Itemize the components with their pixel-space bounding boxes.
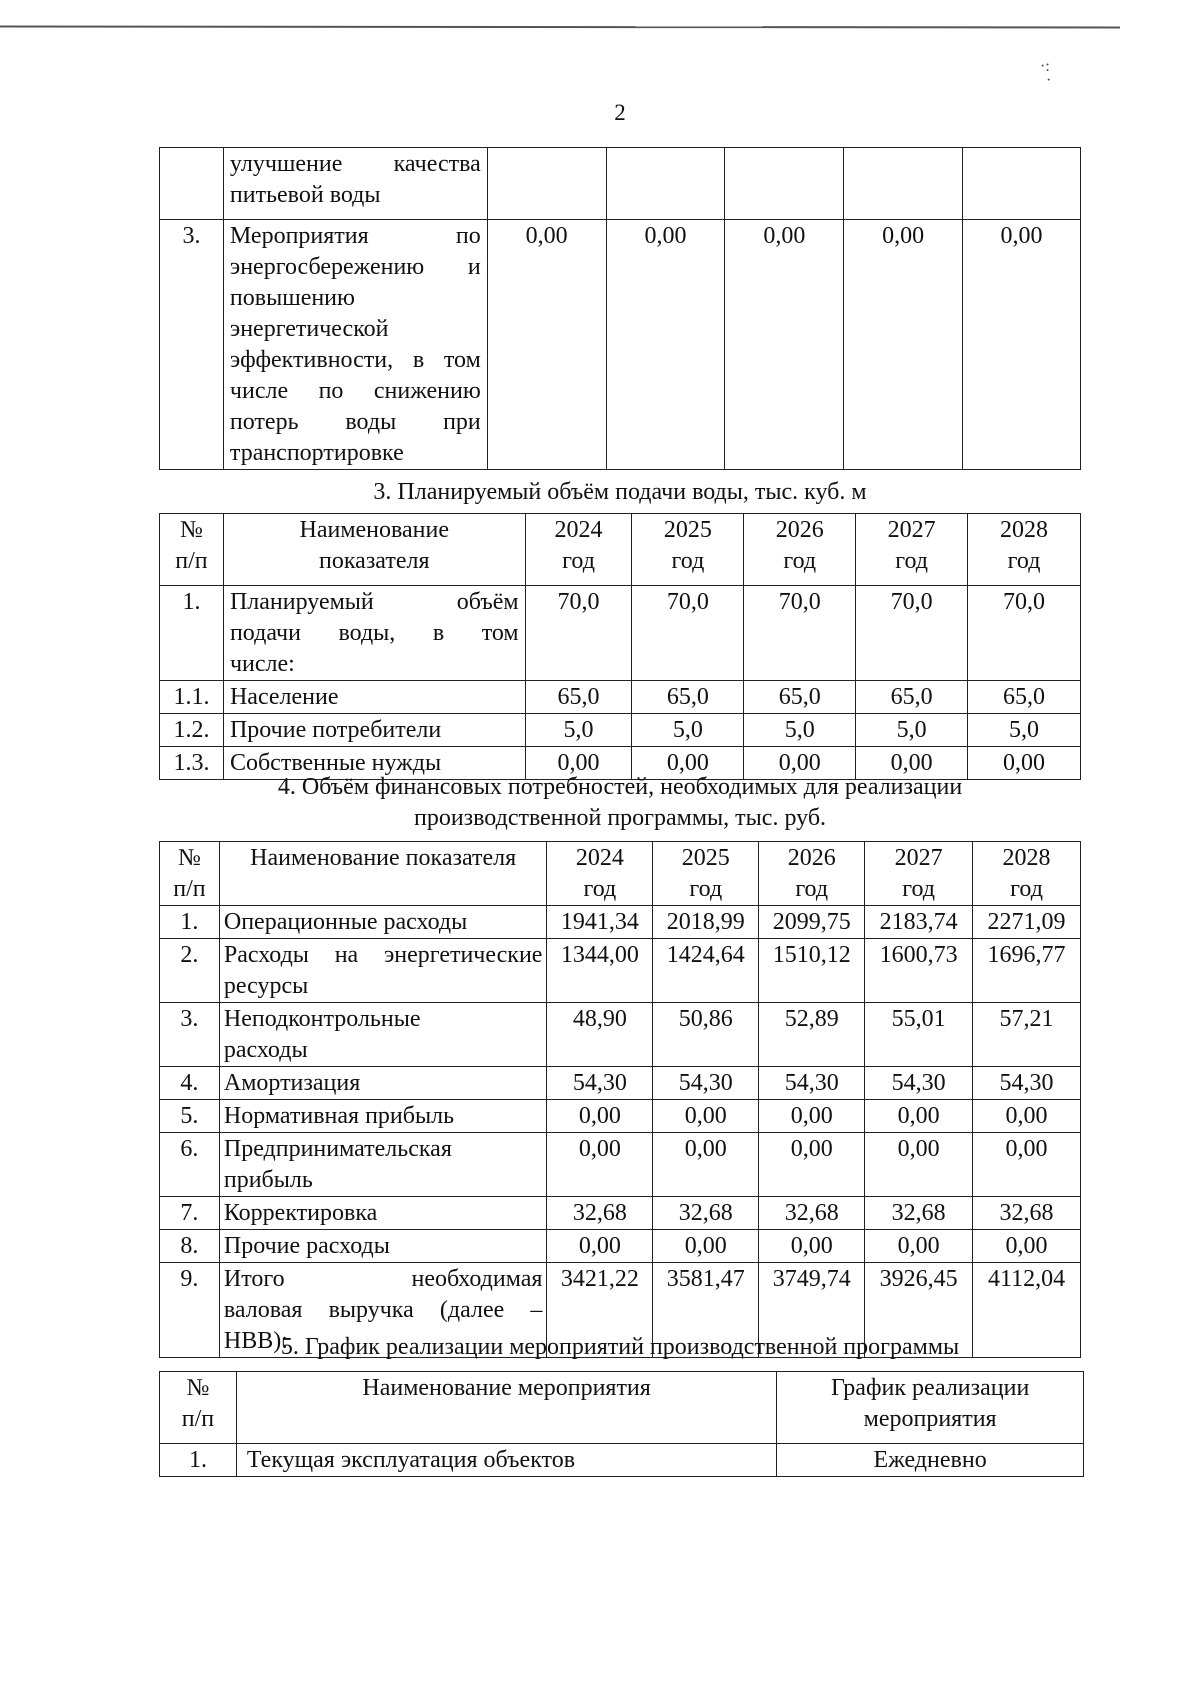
value-cell: 55,01 [865,1003,973,1067]
value-cell: 57,21 [973,1003,1081,1067]
header-year [865,842,973,906]
row-name-line: Собственные нужды [229,750,442,776]
row-number: 1.1. [160,681,224,714]
row-name [223,714,525,747]
value-cell: 5,0 [856,714,968,747]
row-number: 1. [160,906,220,939]
row-name-line: энергосбережению и [229,254,481,280]
row-name-line: Прочие потребители [229,717,442,743]
row-name-line: питьевой воды [229,182,381,208]
header-year-suffix: год [1010,876,1043,902]
section-3-title: 3. Планируемый объём подачи воды, тыс. куб. м [373,479,867,505]
row-name-line: потерь воды при [229,409,481,435]
header-number [160,1372,237,1444]
row-number [160,148,224,220]
header-year [968,514,1081,586]
value-cell: 70,0 [856,586,968,681]
header-year-suffix: год [902,876,935,902]
value-cell: 2183,74 [865,906,973,939]
row-name [219,906,547,939]
value-cell: 0,00 [606,220,725,470]
row-name-line: улучшение качества [229,151,481,177]
header-schedule-line: мероприятия [863,1406,997,1432]
header-number-line: № [180,517,203,543]
header-schedule-line: График реализации [830,1375,1030,1401]
header-number [160,514,224,586]
table-header-row [160,1372,1084,1444]
table-row [160,1067,1081,1100]
value-cell: 65,0 [856,681,968,714]
value-cell: 0,00 [547,1133,653,1197]
header-year [653,842,759,906]
header-year [759,842,865,906]
header-year-suffix: год [1007,548,1041,574]
value-cell: 0,00 [865,1230,973,1263]
header-name: Наименование показателя [219,842,547,906]
value-cell: 2018,99 [653,906,759,939]
value-cell: 3581,47 [653,1263,759,1358]
row-number: 1. [160,1444,237,1477]
table-row [160,1133,1081,1197]
header-year [973,842,1081,906]
row-name [223,681,525,714]
table-measures-continued [159,147,1081,470]
table-row [160,148,1081,220]
row-name-line: Неподконтрольные [223,1006,421,1032]
value-cell: 0,00 [856,747,968,780]
row-name-line: транспортировке [229,440,404,466]
scan-speck: · [1046,72,1052,89]
row-schedule: Ежедневно [777,1444,1084,1477]
value-cell: 0,00 [487,220,606,470]
header-year [632,514,744,586]
value-cell: 0,00 [844,220,963,470]
row-name [219,1197,547,1230]
value-cell: 0,00 [973,1133,1081,1197]
value-cell: 0,00 [973,1100,1081,1133]
header-year-value: 2025 [681,845,730,871]
row-name [219,1003,547,1067]
value-cell: 1696,77 [973,939,1081,1003]
section-4-title-line-2: производственной программы, тыс. руб. [413,805,827,831]
row-number: 9. [160,1263,220,1358]
row-name-line: валовая выручка (далее – [223,1297,543,1323]
value-cell: 3749,74 [759,1263,865,1358]
value-cell: 1344,00 [547,939,653,1003]
row-name-line: расходы [223,1037,308,1063]
header-year-suffix: год [783,548,817,574]
table-row [160,1197,1081,1230]
value-cell: 0,00 [968,747,1081,780]
row-name-line: повышению [229,285,355,311]
header-year [856,514,968,586]
row-number: 8. [160,1230,220,1263]
row-name-line: Итого необходимая [223,1266,543,1292]
value-cell: 2271,09 [973,906,1081,939]
row-name [219,939,547,1003]
row-name-line: Планируемый объём [229,589,519,615]
table-row [160,1230,1081,1263]
header-name-line: показателя [319,548,430,574]
row-name-line: Прочие расходы [223,1233,390,1259]
value-cell: 5,0 [632,714,744,747]
row-number: 4. [160,1067,220,1100]
header-name [223,514,525,586]
value-cell: 0,00 [653,1230,759,1263]
table-row [160,939,1081,1003]
header-number-line: п/п [181,1406,215,1432]
value-cell: 0,00 [653,1133,759,1197]
header-year-suffix: год [895,548,928,574]
header-year-value: 2024 [575,845,624,871]
row-name-line: числе по снижению [229,378,481,404]
row-number: 2. [160,939,220,1003]
value-cell: 1600,73 [865,939,973,1003]
value-cell: 1424,64 [653,939,759,1003]
header-year-value: 2026 [787,845,836,871]
header-year-value: 2025 [663,517,712,543]
value-cell [725,148,844,220]
row-name [219,1133,547,1197]
header-number-line: п/п [175,548,208,574]
row-name-line: ресурсы [223,973,309,999]
value-cell: 0,00 [759,1230,865,1263]
table-row [160,906,1081,939]
row-name-line: числе: [229,651,295,677]
header-year [744,514,856,586]
page-top-line [0,26,1120,29]
value-cell: 32,68 [973,1197,1081,1230]
value-cell: 1510,12 [759,939,865,1003]
value-cell [606,148,725,220]
row-name-line: эффективности, в том [229,347,481,373]
header-year-value: 2027 [894,845,943,871]
header-number [160,842,220,906]
row-name [223,586,525,681]
table-row [160,681,1081,714]
value-cell: 50,86 [653,1003,759,1067]
value-cell: 0,00 [744,747,856,780]
table-header-row [160,842,1081,906]
value-cell [963,148,1081,220]
value-cell: 0,00 [547,1100,653,1133]
row-name [223,148,487,220]
value-cell: 0,00 [759,1100,865,1133]
row-name [219,1067,547,1100]
section-4-title-line-1: 4. Объём финансовых потребностей, необходимых для реализации [277,774,963,800]
row-number: 3. [160,220,224,470]
header-number-line: п/п [173,876,206,902]
row-number: 1. [160,586,224,681]
table-row [160,1003,1081,1067]
row-number: 5. [160,1100,220,1133]
value-cell: 3926,45 [865,1263,973,1358]
value-cell: 2099,75 [759,906,865,939]
value-cell: 5,0 [744,714,856,747]
header-year-value: 2026 [775,517,824,543]
row-name [219,1230,547,1263]
header-year-value: 2028 [1000,517,1049,543]
value-cell: 0,00 [963,220,1081,470]
table-water-supply-volume [159,513,1081,780]
page-number: 2 [614,100,626,125]
row-name-line: Мероприятия по [229,223,481,249]
value-cell: 70,0 [632,586,744,681]
value-cell: 0,00 [973,1230,1081,1263]
header-schedule [777,1372,1084,1444]
value-cell: 48,90 [547,1003,653,1067]
row-name-line: подачи воды, в том [229,620,519,646]
value-cell [844,148,963,220]
value-cell: 0,00 [865,1133,973,1197]
header-year-value: 2024 [554,517,603,543]
value-cell: 5,0 [525,714,632,747]
value-cell: 65,0 [968,681,1081,714]
value-cell: 54,30 [653,1067,759,1100]
value-cell: 32,68 [865,1197,973,1230]
header-year-suffix: год [795,876,829,902]
table-financial-needs [159,841,1081,1358]
row-name-line: прибыль [223,1167,313,1193]
value-cell: 0,00 [865,1100,973,1133]
row-name [223,220,487,470]
value-cell: 54,30 [973,1067,1081,1100]
value-cell: 54,30 [759,1067,865,1100]
value-cell: 32,68 [547,1197,653,1230]
value-cell: 32,68 [653,1197,759,1230]
value-cell: 65,0 [744,681,856,714]
value-cell: 52,89 [759,1003,865,1067]
header-year-suffix: год [583,876,617,902]
header-year [525,514,632,586]
row-name-line: энергетической [229,316,389,342]
row-number: 7. [160,1197,220,1230]
value-cell: 4112,04 [973,1263,1081,1358]
value-cell: 70,0 [744,586,856,681]
value-cell: 70,0 [968,586,1081,681]
value-cell: 0,00 [547,1230,653,1263]
header-name: Наименование мероприятия [236,1372,776,1444]
row-name-line: Операционные расходы [223,909,468,935]
header-year-value: 2027 [887,517,936,543]
table-row [160,586,1081,681]
table-row [160,714,1081,747]
value-cell: 32,68 [759,1197,865,1230]
header-number-line: № [177,845,201,871]
value-cell: 3421,22 [547,1263,653,1358]
row-name-line: Расходы на энергетические [223,942,543,968]
row-name-line: НВВ): [223,1328,288,1354]
table-row [160,1444,1084,1477]
value-cell: 54,30 [547,1067,653,1100]
value-cell: 54,30 [865,1067,973,1100]
row-name-line: Население [229,684,339,710]
value-cell: 0,00 [632,747,744,780]
section-5-title: 5. График реализации мероприятий производственной программы [280,1334,960,1360]
row-name: Текущая эксплуатация объектов [236,1444,776,1477]
value-cell: 65,0 [525,681,632,714]
value-cell: 65,0 [632,681,744,714]
header-year-suffix: год [562,548,595,574]
value-cell: 1941,34 [547,906,653,939]
header-year-value: 2028 [1002,845,1051,871]
table-schedule [159,1371,1084,1477]
header-name-line: Наименование [299,517,450,543]
value-cell: 0,00 [525,747,632,780]
header-year-suffix: год [671,548,705,574]
row-number: 6. [160,1133,220,1197]
row-name [219,1100,547,1133]
row-name-line: Нормативная прибыль [223,1103,455,1129]
row-name-line: Корректировка [223,1200,378,1226]
value-cell: 0,00 [759,1133,865,1197]
row-name-line: Амортизация [223,1070,361,1096]
row-number: 1.2. [160,714,224,747]
value-cell: 0,00 [725,220,844,470]
value-cell [487,148,606,220]
header-year [547,842,653,906]
value-cell: 0,00 [653,1100,759,1133]
table-header-row [160,514,1081,586]
header-year-suffix: год [689,876,723,902]
table-row [160,220,1081,470]
header-number-line: № [186,1375,210,1401]
table-row [160,1100,1081,1133]
row-name-line: Предпринимательская [223,1136,452,1162]
row-number: 3. [160,1003,220,1067]
value-cell: 70,0 [525,586,632,681]
value-cell: 5,0 [968,714,1081,747]
row-number: 1.3. [160,747,224,780]
scan-speck: ·: [1040,58,1050,75]
